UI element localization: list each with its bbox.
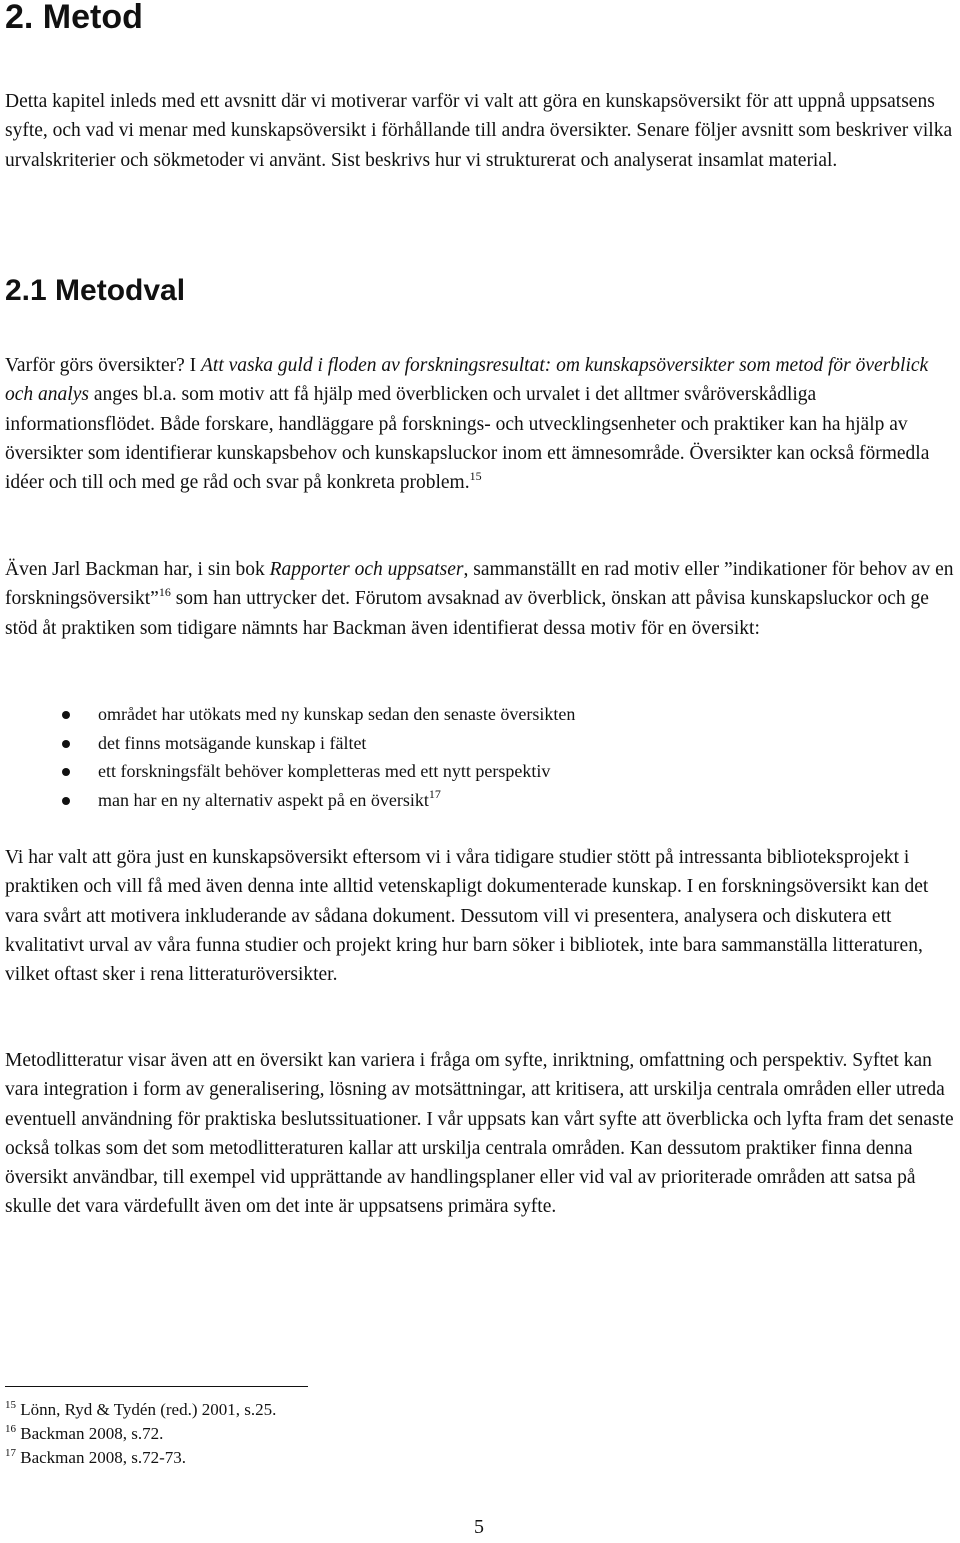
p2-text-end: som han uttrycker det. Förutom avsaknad av överblick, önskan att påvisa kunskapsluckor och ge stöd åt praktiken som tidigare nämnts har Backman även identifierat dessa motiv för en översikt: [5,588,929,639]
list-item-text: området har utökats med ny kunskap sedan den senaste översikten [98,704,576,724]
footnote-number: 17 [5,1447,16,1459]
bullet-icon [62,740,70,748]
footnote-ref-16[interactable]: 16 [158,585,171,600]
bullet-icon [62,768,70,776]
page-number: 5 [474,1516,484,1538]
paragraph-method-literature: Metodlitteratur visar även att en översikt kan variera i fråga om syfte, inriktning, omfattning och perspektiv. Syftet kan vara integration i form av generalisering, lösning av motsättningar, att kritisera, att urskilja centrala områden eller utreda eventuell användning för praktiska beslutssituationer. I vår uppsats kan vårt syfte att överblicka och lyfta fram det senaste också tolkas som det som metodlitteraturen kallar att urskilja centrala områden. Kan dessutom praktiker finna denna översikt användbar, till exempel vid upprättande av handlingsplaner eller vid val av prioriterade områden att satsa på skulle det vara värdefullt även om det inte är uppsatsens primära syfte. [5,1050,954,1218]
p1-text-end: anges bl.a. som motiv att få hjälp med överblicken och urvalet i det alltmer svåröverskådliga informationsflödet. Både forskare, handläggare på forsknings- och utvecklingsenheter och praktiker kan ha hjälp av översikter som identifierar kunskapsbehov och kunskapsluckor inom ett ämnesområde. Översikter kan också förmedla idéer och till och med ge råd och svar på konkreta problem. [5,384,930,494]
p2-text-start: Även Jarl Backman har, i sin bok [5,559,270,580]
footnote-17 [5,1446,186,1470]
footnote-text: Lönn, Ryd & Tydén (red.) 2001, s.25. [20,1400,277,1419]
footnote-ref-15[interactable]: 15 [469,469,482,484]
bullet-icon [62,797,70,805]
list-item-text: ett forskningsfält behöver kompletteras med ett nytt perspektiv [98,761,551,781]
p2-text-mid: , sammanställt en rad motiv eller ”indikationer för behov av en forskningsöversikt” [5,559,954,610]
footnote-number: 16 [5,1423,16,1435]
paragraph-choice: Vi har valt att göra just en kunskapsöversikt eftersom vi i våra tidigare studier stött på intressanta biblioteksprojekt i praktiken och vill få med även denna inte alltid vetenskapligt dokumenterade kunskap. I en forskningsöversikt kan det vara svårt att motivera inkluderande av sådana dokument. Dessutom vill vi presentera, analysera och diskutera ett kvalitativt urval av våra funna studier och projekt kring hur barn söker i bibliotek, inte bara sammanställa litteraturen, vilket oftast sker i rena litteraturöversikter. [5,847,929,986]
list-item [62,729,575,758]
footnote-15 [5,1398,276,1422]
section-heading: 2.1 Metodval [5,274,186,307]
intro-paragraph: Detta kapitel inleds med ett avsnitt där vi motiverar varför vi valt att göra en kunskapsöversikt för att uppnå uppsatsens syfte, och vad vi menar med kunskapsöversikt i förhållande till andra översikter. Senare följer avsnitt som beskriver vilka urvalskriterier och sökmetoder vi använt. Sist beskrivs hur vi strukturerat och analyserat insamlat material. [5,91,953,171]
motive-list [62,700,575,814]
footnote-16 [5,1422,163,1446]
p1-book-title: Att vaska guld i floden av forskningsresultat: om kunskapsöversikter som metod för överblick och analys [5,355,929,406]
paragraph-backman [5,555,957,643]
footnote-divider [5,1386,308,1387]
paragraph-why-overviews [5,351,957,497]
footnote-number: 15 [5,1399,16,1411]
footnote-text: Backman 2008, s.72. [20,1424,164,1443]
list-item-text: man har en ny alternativ aspekt på en översikt [98,789,429,810]
list-item [62,757,575,786]
chapter-heading: 2. Metod [5,0,143,36]
p1-text-start: Varför görs översikter? I [5,355,202,376]
bullet-icon [62,711,70,719]
list-item [62,700,575,729]
footnote-ref-17[interactable]: 17 [428,786,441,801]
list-item-text: det finns motsägande kunskap i fältet [98,732,367,753]
list-item [62,786,575,815]
footnote-text: Backman 2008, s.72-73. [20,1448,186,1467]
p2-book-title: Rapporter och uppsatser [269,559,464,580]
